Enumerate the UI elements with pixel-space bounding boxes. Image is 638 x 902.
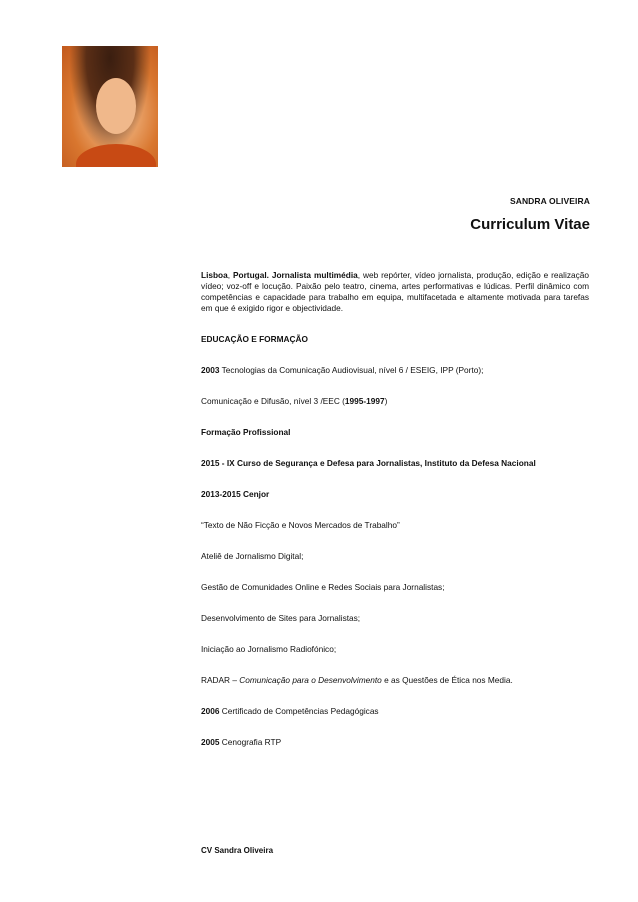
cenografia-item	[201, 737, 589, 748]
edu2-end: )	[384, 396, 388, 406]
photo-face	[96, 78, 136, 134]
training-heading: Formação Profissional	[201, 427, 291, 437]
education-item	[201, 396, 589, 407]
list-item: Desenvolvimento de Sites para Jornalistas;	[201, 613, 361, 623]
education-heading: EDUCAÇÃO E FORMAÇÃO	[201, 334, 308, 344]
edu2-years: 1995-1997	[344, 396, 385, 406]
profile-photo	[62, 46, 158, 167]
intro-role: Jornalista multimédia	[271, 270, 358, 280]
course-2015: 2015 - IX Curso de Segurança e Defesa para Jornalistas, Instituto da Defesa Nacional	[201, 458, 536, 468]
cenjor-heading: 2013-2015 Cenjor	[201, 489, 270, 499]
intro-sep: ,	[227, 270, 233, 280]
list-item: “Texto de Não Ficção e Novos Mercados de Trabalho”	[201, 520, 400, 530]
edu1-text: Tecnologias da Comunicação Audiovisual, nível 6 / ESEIG, IPP (Porto);	[219, 365, 484, 375]
intro-country: Portugal.	[232, 270, 269, 280]
cv-body	[201, 270, 589, 768]
person-name: SANDRA OLIVEIRA	[509, 196, 590, 206]
page-footer: CV Sandra Oliveira	[201, 846, 274, 855]
certificate-item	[201, 706, 589, 717]
document-title: Curriculum Vitae	[470, 216, 590, 233]
cert-year: 2006	[201, 706, 220, 716]
edu2-text: Comunicação e Difusão, nível 3 /EEC (	[201, 396, 345, 406]
list-item: Iniciação ao Jornalismo Radiofónico;	[201, 644, 337, 654]
list-item: Gestão de Comunidades Online e Redes Sociais para Jornalistas;	[201, 582, 445, 592]
ceno-year: 2005	[201, 737, 220, 747]
intro-city: Lisboa	[201, 270, 228, 280]
radar-italic: Comunicação para o Desenvolvimento	[239, 675, 382, 685]
radar-item	[201, 675, 589, 686]
list-item: Ateliê de Jornalismo Digital;	[201, 551, 304, 561]
edu1-year: 2003	[201, 365, 220, 375]
intro-paragraph	[201, 270, 589, 314]
cert-text: Certificado de Competências Pedagógicas	[219, 706, 379, 716]
ceno-text: Cenografia RTP	[219, 737, 282, 747]
intro-text: , web repórter, vídeo jornalista, produção, edição e realização vídeo; voz-off e locução. Paixão pelo teatro, cinema, artes performativas e lúdicas. Perfil dinâmico com competências e capacidade para trabalho em equipa, multifacetada e altamente motivada para tarefas em que é exigido rigor e objectividade.	[201, 270, 589, 313]
radar-prefix: RADAR –	[201, 675, 240, 685]
education-item	[201, 365, 589, 376]
radar-suffix: e as Questões de Ética nos Media.	[381, 675, 513, 685]
